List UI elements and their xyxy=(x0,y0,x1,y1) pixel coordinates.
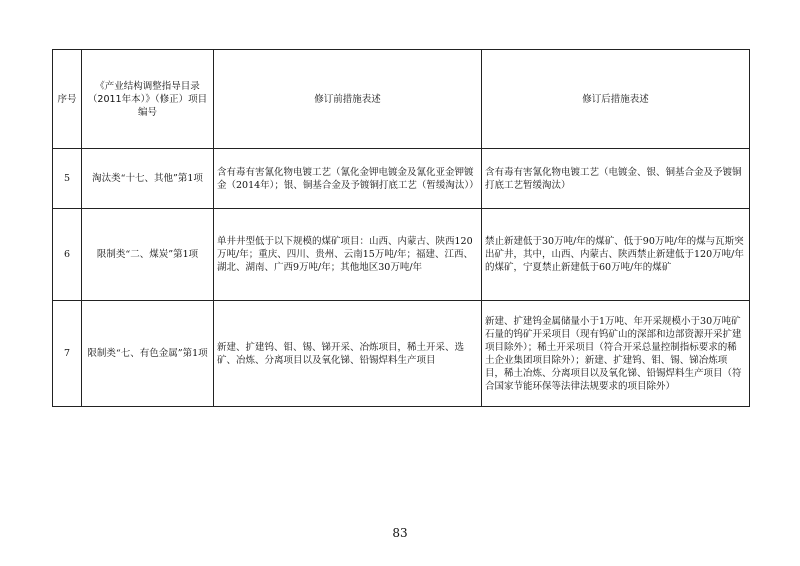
row-catalog: 限制类“七、有色金属”第1项 xyxy=(82,301,214,407)
table-row xyxy=(53,209,750,301)
table-row xyxy=(53,149,750,209)
row-seq: 7 xyxy=(53,301,82,407)
row-seq: 5 xyxy=(53,149,82,209)
row-before: 含有毒有害氰化物电镀工艺（氰化金钾电镀金及氰化亚金钾镀金（2014年）；银、铜基合金及予镀铜打底工艺（暂缓淘汰）） xyxy=(214,149,482,209)
row-seq: 6 xyxy=(53,209,82,301)
header-seq: 序号 xyxy=(53,50,82,149)
row-after: 禁止新建低于30万吨/年的煤矿、低于90万吨/年的煤与瓦斯突出矿井，其中，山西、内蒙古、陕西禁止新建低于120万吨/年的煤矿，宁夏禁止新建低于60万吨/年的煤矿 xyxy=(482,209,750,301)
row-catalog: 淘汰类“十七、其他”第1项 xyxy=(82,149,214,209)
row-after: 含有毒有害氰化物电镀工艺（电镀金、银、铜基合金及予镀铜打底工艺暂缓淘汰） xyxy=(482,149,750,209)
measures-table xyxy=(52,49,750,407)
header-catalog: 《产业结构调整指导目录（2011年本）》（修正）项目编号 xyxy=(82,50,214,149)
table-row xyxy=(53,301,750,407)
header-before: 修订前措施表述 xyxy=(214,50,482,149)
row-before: 新建、扩建钨、钼、锡、锑开采、冶炼项目，稀土开采、选矿、冶炼、分离项目以及氧化锑、铅锡焊料生产项目 xyxy=(214,301,482,407)
row-after: 新建、扩建钨金属储量小于1万吨、年开采规模小于30万吨矿石量的钨矿开采项目（现有钨矿山的深部和边部资源开采扩建项目除外）；稀土开采项目（符合开采总量控制指标要求的稀土企业集团项目除外）；新建、扩建钨、钼、锡、锑冶炼项目，稀土冶炼、分离项目以及氧化锑、铅锡焊料生产项目（符合国家节能环保等法律法规要求的项目除外） xyxy=(482,301,750,407)
row-before: 单井井型低于以下规模的煤矿项目：山西、内蒙古、陕西120万吨/年；重庆、四川、贵州、云南15万吨/年；福建、江西、湖北、湖南、广西9万吨/年；其他地区30万吨/年 xyxy=(214,209,482,301)
page-number: 83 xyxy=(392,526,408,540)
row-catalog: 限制类“二、煤炭”第1项 xyxy=(82,209,214,301)
header-row xyxy=(53,50,750,149)
header-after: 修订后措施表述 xyxy=(482,50,750,149)
